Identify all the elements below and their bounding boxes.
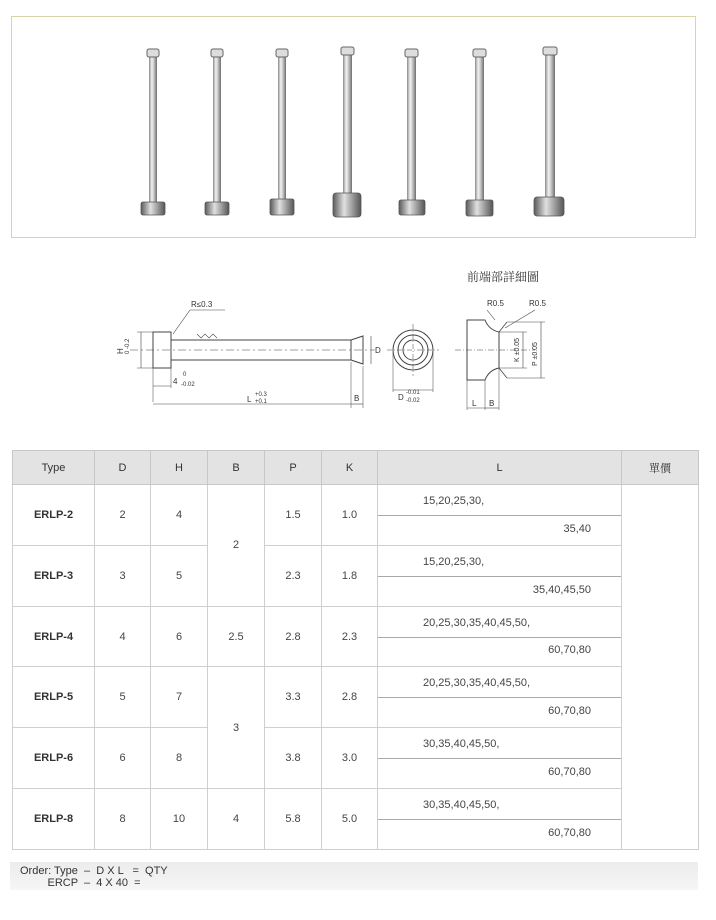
cell-h: 5 [151,545,208,606]
cell-h: 4 [151,485,208,546]
table-row [13,789,699,850]
label-r-radius: R≤0.3 [191,300,213,309]
cell-k: 1.0 [322,485,378,546]
cell-l-line2: 60,70,80 [548,827,591,839]
cell-price [622,485,699,850]
end-view [387,324,439,392]
pin-2 [205,49,229,215]
cell-p: 1.5 [265,485,322,546]
cell-k: 5.0 [322,789,378,850]
table-row [13,545,699,606]
cell-l [378,789,622,850]
label-end-d-tol-upper: -0.01 [406,390,420,396]
pin-3 [270,49,294,215]
cell-d: 3 [95,545,151,606]
spec-table [12,450,699,850]
header-h: H [151,451,208,485]
cell-l-line1: 20,25,30,35,40,45,50, [423,677,531,690]
label-h-tol: 0 -0.2 [125,338,131,354]
header-p: P [265,451,322,485]
cell-k: 3.0 [322,728,378,789]
cell-p: 2.3 [265,545,322,606]
cell-l-line2: 60,70,80 [548,766,591,779]
order-line-2: ERCP – 4 X 40 = [20,877,141,889]
cell-d: 5 [95,667,151,728]
cell-type: ERLP-2 [13,485,95,546]
label-b: B [354,394,360,403]
cell-l [378,485,622,546]
table-row [13,667,699,728]
header-k: K [322,451,378,485]
pin-4 [333,47,361,217]
cell-l [378,545,622,606]
cell-type: ERLP-6 [13,728,95,789]
side-view [130,310,375,408]
header-price: 單價 [622,451,699,485]
cell-b: 2 [208,485,265,607]
pin-6 [466,49,493,216]
cell-p: 3.8 [265,728,322,789]
cell-h: 8 [151,728,208,789]
label-l-tol-upper: +0.3 [255,392,267,398]
cell-l-line2: 60,70,80 [548,705,591,718]
label-head-tol-lower: -0.02 [181,382,195,388]
label-detail-l: L [472,399,477,408]
pin-1 [141,49,165,215]
cell-k: 1.8 [322,545,378,606]
label-head-tol-upper: 0 [183,372,187,378]
pin-7 [534,47,564,216]
cell-l-line2: 60,70,80 [548,644,591,657]
cell-p: 3.3 [265,667,322,728]
order-line-1: Order: Type – D X L = QTY [20,865,168,877]
label-r05-b: R0.5 [529,299,546,308]
cell-d: 6 [95,728,151,789]
cell-l-line1: 30,35,40,45,50, [423,799,500,812]
table-row [13,606,699,667]
label-d: D [375,346,381,355]
cell-d: 2 [95,485,151,546]
cell-type: ERLP-5 [13,667,95,728]
cell-h: 10 [151,789,208,850]
cell-l [378,728,622,789]
cell-p: 5.8 [265,789,322,850]
product-photo [11,16,696,238]
label-l: L [247,395,252,404]
header-d: D [95,451,151,485]
cell-b: 2.5 [208,606,265,667]
cell-l-line1: 20,25,30,35,40,45,50, [423,616,531,629]
header-l: L [378,451,622,485]
table-header-row [13,451,699,485]
cell-l [378,667,622,728]
cell-l-line1: 30,35,40,45,50, [423,738,500,751]
header-b: B [208,451,265,485]
pin-5 [399,49,425,215]
technical-drawing [95,262,615,432]
cell-h: 7 [151,667,208,728]
detail-drawing-title: 前端部詳細圖 [467,270,540,284]
label-head-len: 4 [173,377,178,386]
cell-l-line1: 15,20,25,30, [423,555,485,568]
cell-k: 2.8 [322,667,378,728]
table-row [13,485,699,546]
cell-type: ERLP-8 [13,789,95,850]
cell-type: ERLP-4 [13,606,95,667]
cell-l-line1: 15,20,25,30, [423,495,485,507]
label-p-tol: P ±0.05 [532,342,539,366]
cell-p: 2.8 [265,606,322,667]
header-type: Type [13,451,95,485]
cell-k: 2.3 [322,606,378,667]
cell-type: ERLP-3 [13,545,95,606]
label-l-tol-lower: +0.1 [255,399,267,405]
table-row [13,728,699,789]
label-end-d: D [398,393,404,402]
cell-b: 4 [208,789,265,850]
cell-h: 6 [151,606,208,667]
ejector-pins-illustration [12,17,697,239]
label-h: H [116,348,125,354]
cell-d: 8 [95,789,151,850]
label-r05-a: R0.5 [487,299,504,308]
order-example [20,865,168,889]
cell-d: 4 [95,606,151,667]
label-detail-b: B [489,399,495,408]
cell-l [378,606,622,667]
cell-l-line2: 35,40,45,50 [532,583,591,596]
cell-l-line2: 35,40 [563,522,591,535]
label-end-d-tol-lower: -0.02 [406,398,420,404]
cell-b: 3 [208,667,265,789]
label-k-tol: K ±0.05 [514,337,521,362]
